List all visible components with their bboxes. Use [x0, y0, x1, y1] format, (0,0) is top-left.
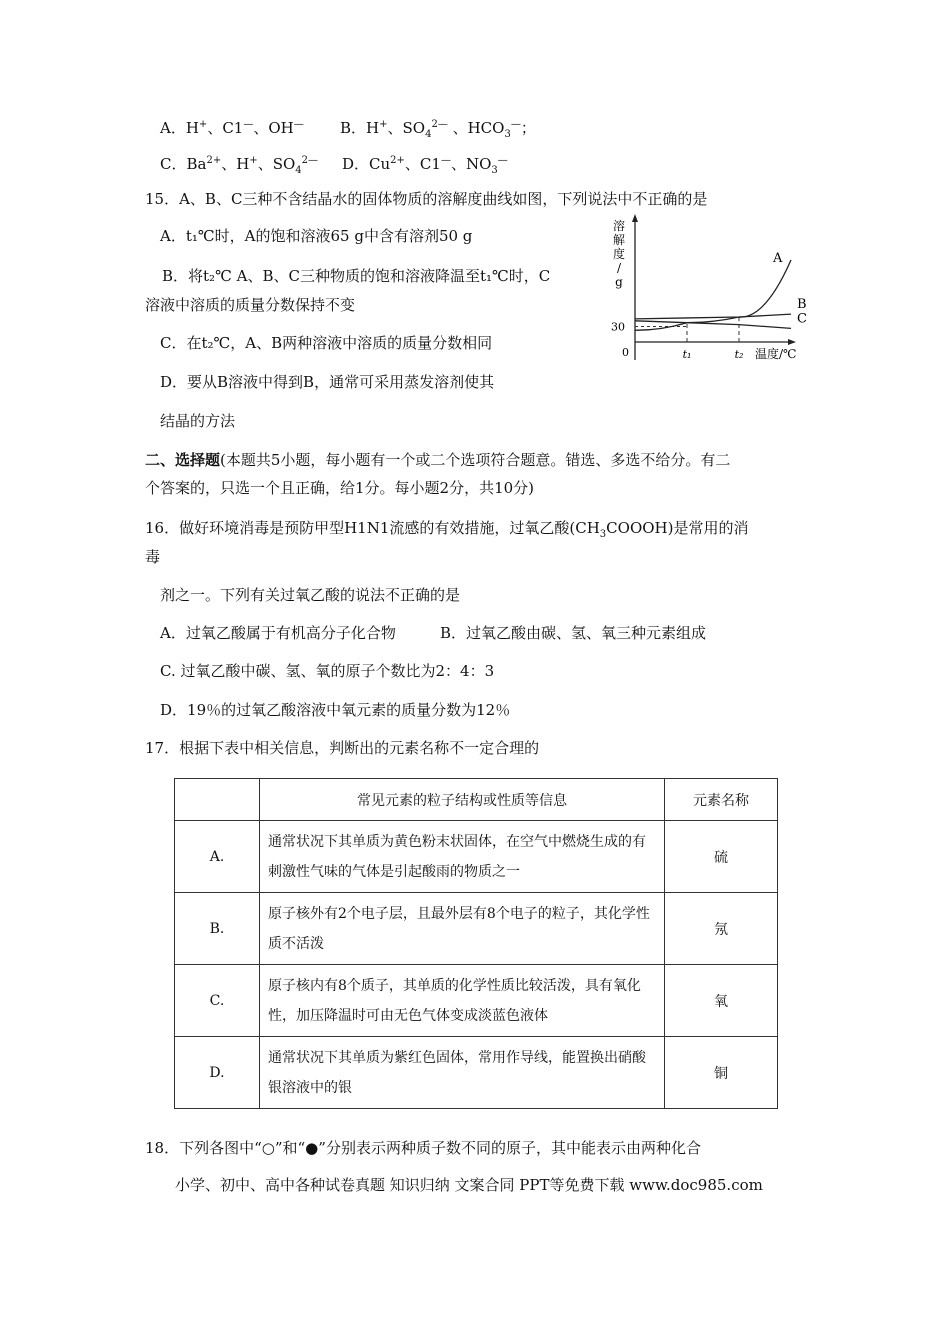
table-row: [175, 1037, 778, 1109]
q15-option-b-line2: 溶液中溶质的质量分数保持不变: [145, 296, 356, 314]
row-key: A.: [175, 821, 260, 893]
y-axis-arrow: [632, 214, 638, 222]
q15-option-d-line2: 结晶的方法: [160, 412, 236, 430]
row-info: 通常状况下其单质为黄色粉末状固体，在空气中燃烧生成的有刺激性气味的气体是引起酸雨的物质之一: [260, 821, 665, 893]
q16-stem-2: 毒: [145, 548, 161, 566]
q16-option-d: D．19％的过氧乙酸溶液中氧元素的质量分数为12％: [160, 701, 511, 719]
table-header-cell: 元素名称: [665, 779, 778, 821]
q16-stem-3: 剂之一。下列有关过氧乙酸的说法不正确的是: [160, 586, 461, 604]
ylabel-char: 溶: [612, 219, 626, 233]
table-row: [175, 893, 778, 965]
q16-option-a: A．过氧乙酸属于有机高分子化合物: [160, 624, 396, 642]
q15-stem: 15．A、B、C三种不含结晶水的固体物质的溶解度曲线如图，下列说法中不正确的是: [145, 190, 708, 208]
ylabel-char: 解: [612, 233, 626, 247]
series-label: A: [773, 251, 783, 266]
section2-title: 二、选择题: [145, 451, 221, 469]
row-key: C.: [175, 965, 260, 1037]
table-header-cell: 常见元素的粒子结构或性质等信息: [260, 779, 665, 821]
q16-option-b: B．过氧乙酸由碳、氢、氧三种元素组成: [440, 624, 707, 642]
ylabel-char: 度: [612, 247, 626, 261]
row-key: B.: [175, 893, 260, 965]
series-b-line: [635, 314, 791, 319]
q15-option-c: C．在t₂℃，A、B两种溶液中溶质的质量分数相同: [160, 334, 493, 352]
q17-stem: 17．根据下表中相关信息，判断出的元素名称不一定合理的: [145, 739, 540, 757]
ylabel-char: g: [615, 275, 623, 289]
q14-option-a: A．H+、C1—、OH—: [160, 119, 304, 137]
plot-area: [611, 251, 807, 361]
y-tick-label: 30: [611, 320, 625, 334]
row-element-name: 氧: [665, 965, 778, 1037]
q15-option-b-line1: B．将t₂℃ A、B、C三种物质的饱和溶液降温至t₁℃时，C: [162, 267, 551, 285]
section2-header: [145, 450, 730, 470]
row-key: D.: [175, 1037, 260, 1109]
xlabel: 温度/℃: [755, 347, 797, 361]
row-info: 通常状况下其单质为紫红色固体，常用作导线，能置换出硝酸银溶液中的银: [260, 1037, 665, 1109]
q15-option-a: A．t₁℃时，A的饱和溶液65 g中含有溶剂50 g: [160, 227, 473, 245]
q16-option-c: C. 过氧乙酸中碳、氢、氧的原子个数比为2：4：3: [160, 662, 495, 680]
q14-option-b: B．H+、$SO_4^{2—}$ 、$HCO_3^—$；: [340, 119, 536, 140]
q14-option-d: D．$Cu^{2+}$、C1—、$NO_3^—$: [342, 155, 508, 176]
row-info: 原子核内有8个质子，其单质的化学性质比较活泼，具有氧化性，加压降温时可由无色气体变成淡蓝色液体: [260, 965, 665, 1037]
x-axis-arrow: [788, 339, 796, 345]
origin-label: 0: [622, 346, 629, 359]
row-element-name: 氖: [665, 893, 778, 965]
table-header-cell: [175, 779, 260, 821]
series-c-line: [635, 321, 791, 329]
section2-desc-2: 个答案的，只选一个且正确，给1分。每小题2分，共10分): [145, 479, 535, 497]
row-info: 原子核外有2个电子层，且最外层有8个电子的粒子，其化学性质不活泼: [260, 893, 665, 965]
y-axis-label: [613, 218, 625, 289]
row-element-name: 硫: [665, 821, 778, 893]
x-tick-label: t₂: [734, 348, 744, 361]
series-a-line: [635, 260, 791, 330]
series-label: B: [797, 297, 807, 313]
q15-option-d-line1: D．要从B溶液中得到B，通常可采用蒸发溶剂使其: [160, 373, 495, 391]
element-table: [174, 778, 778, 1109]
q16-stem: 16．做好环境消毒是预防甲型H1N1流感的有效措施，过氧乙酸$(CH_3COOOH)$是常用的消: [145, 519, 749, 540]
series-label: C: [797, 311, 807, 327]
q18-stem: 18．下列各图中“○”和“●”分别表示两种质子数不同的原子，其中能表示由两种化合: [145, 1139, 701, 1157]
table-row: [175, 965, 778, 1037]
table-header-row: [175, 779, 778, 821]
table-row: [175, 821, 778, 893]
footer-text: 小学、初中、高中各种试卷真题 知识归纳 文案合同 PPT等免费下载 www.doc985.com: [175, 1176, 763, 1194]
x-tick-label: t₁: [682, 348, 692, 361]
q14-option-c: C．$Ba^{2+}$、H+、$SO_4^{2—}$: [160, 155, 319, 176]
row-element-name: 铜: [665, 1037, 778, 1109]
solubility-chart: [607, 212, 807, 364]
section2-desc-1: (本题共5小题，每小题有一个或二个选项符合题意。错选、多选不给分。有二: [220, 451, 731, 469]
ylabel-char: /: [616, 261, 622, 275]
